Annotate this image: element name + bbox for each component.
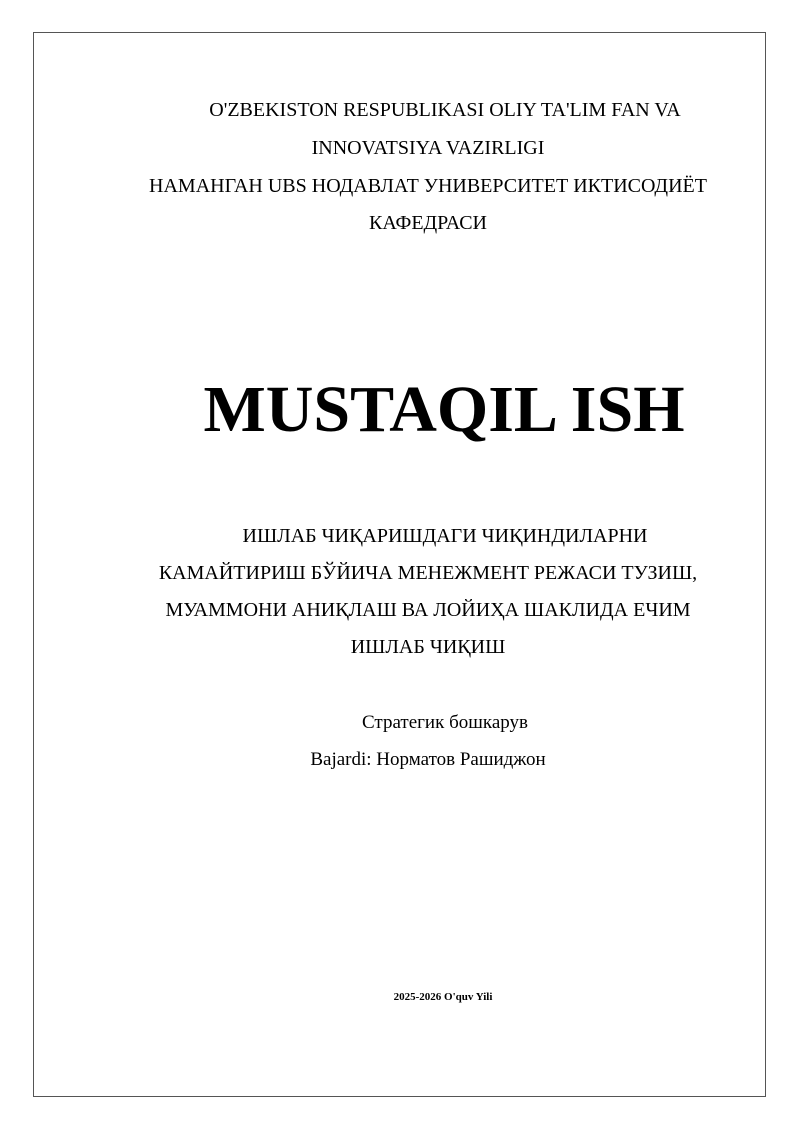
ministry-line-2: INNOVATSIYA VAZIRLIGI bbox=[311, 137, 545, 159]
page-title: MUSTAQIL ISH bbox=[203, 373, 685, 446]
author-line: Bajardi: Норматов Рашиджон bbox=[310, 749, 546, 770]
university-line-1: НАМАНГАН UBS НОДАВЛАТ УНИВЕРСИТЕТ ИКТИСОДИЁТ bbox=[149, 175, 707, 197]
university-line-2: КАФЕДРАСИ bbox=[369, 212, 487, 234]
topic-line-3: МУАММОНИ АНИҚЛАШ ВА ЛОЙИҲА ШАКЛИДА ЕЧИМ bbox=[165, 599, 691, 621]
ministry-line-1: O'ZBEKISTON RESPUBLIKASI OLIY TA'LIM FAN VA bbox=[209, 99, 681, 121]
topic-line-1: ИШЛАБ ЧИҚАРИШДАГИ ЧИҚИНДИЛАРНИ bbox=[242, 525, 648, 547]
topic-line-4: ИШЛАБ ЧИҚИШ bbox=[350, 636, 506, 658]
subject-name: Стратегик бошкарув bbox=[362, 712, 528, 733]
academic-year-footer: 2025-2026 O'quv Yili bbox=[393, 991, 493, 1003]
topic-line-2: КАМАЙТИРИШ БЎЙИЧА МЕНЕЖМЕНТ РЕЖАСИ ТУЗИШ, bbox=[158, 562, 698, 584]
